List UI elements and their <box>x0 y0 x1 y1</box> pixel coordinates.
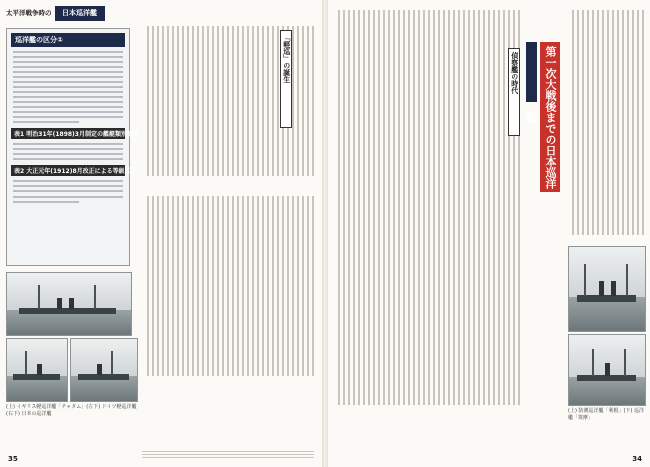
right-body-text <box>334 10 520 410</box>
photo-cruiser-bottom-right <box>70 338 138 402</box>
left-lower-body-text <box>142 196 314 386</box>
photo-cruiser-right-bottom <box>568 334 646 406</box>
right-page <box>328 0 650 467</box>
sidebar-title: 巡洋艦の区分① <box>11 33 125 47</box>
left-page-number: 35 <box>8 455 18 463</box>
left-footnote <box>142 449 314 463</box>
right-section-heading: 偵察艦の時代 <box>508 48 520 136</box>
left-page <box>0 0 322 467</box>
right-photo-caption: (上) 防護巡洋艦「利根」(下) 巡洋艦「筑摩」 <box>568 408 644 421</box>
series-header <box>6 6 136 21</box>
cruiser-classification-sidebar <box>6 28 139 266</box>
sidebar-note <box>13 196 123 203</box>
chapter-label <box>526 42 537 102</box>
table-1-title: 表1 明治31年(1898)3月制定の艦艇類別標準 <box>11 128 125 139</box>
photo-cruiser-bottom-left <box>6 338 68 402</box>
sidebar-body-text <box>13 51 123 123</box>
left-subheading: 「軽巡」の誕生 <box>280 30 292 128</box>
table-1-rows <box>13 143 123 160</box>
series-title: 太平洋戦争時の <box>6 9 52 17</box>
right-page-number: 34 <box>632 455 642 463</box>
left-photo-caption: (上) イギリス軽巡洋艦「チャタム」(左下) ドイツ軽巡洋艦 (右下) 日本の巡洋艦 <box>6 404 137 417</box>
photo-cruiser-right-top <box>568 246 646 332</box>
chapter-title: 第一次大戦後までの日本巡洋艦 <box>540 42 560 192</box>
table-2-title: 表2 大正元年(1912)8月改正による等級区分 <box>11 165 125 176</box>
series-title-box: 日本巡洋艦 <box>55 6 105 21</box>
photo-cruiser-top-left <box>6 272 132 336</box>
table-2-rows <box>13 180 123 192</box>
right-column-text <box>568 10 644 240</box>
